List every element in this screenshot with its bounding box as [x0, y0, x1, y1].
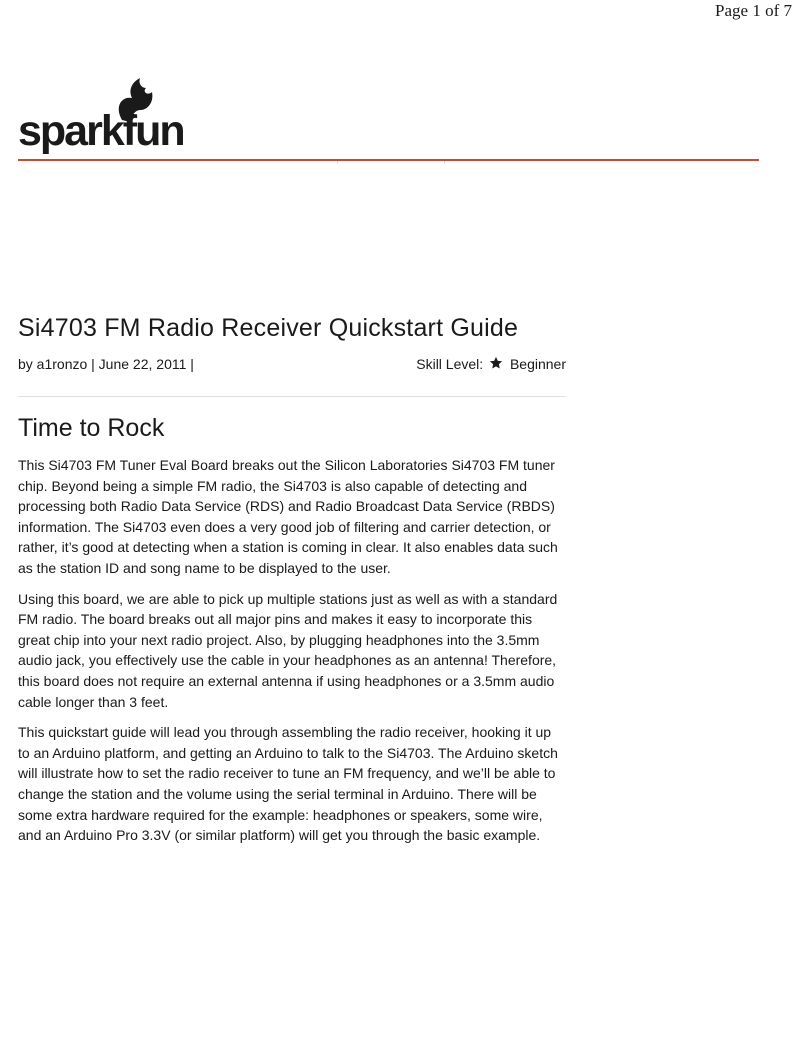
- page-title: Si4703 FM Radio Receiver Quickstart Guide: [18, 314, 519, 342]
- author-date: by a1ronzo | June 22, 2011 |: [18, 356, 194, 372]
- page-number: Page 1 of 7: [715, 1, 792, 20]
- divider: [18, 396, 566, 397]
- rule-tick: [337, 161, 338, 164]
- article-body: [18, 455, 566, 856]
- star-icon: [489, 356, 503, 370]
- paragraph: This quickstart guide will lead you through assembling the radio receiver, hooking it up to an Arduino platform, and getting an Arduino to talk to the Si4703. The Arduino sketch will illustrate how to set the radio receiver to tune an FM frequency, and we’ll be able to change the station and the volume using the serial terminal in Arduino. There will be some extra hardware required for the example: headphones or speakers, some wire, and an Arduino Pro 3.3V (or similar platform) will get you through the basic example.: [18, 724, 558, 844]
- sparkfun-logo[interactable]: [18, 76, 188, 158]
- rule-tick: [444, 161, 445, 164]
- header-rule: [18, 159, 759, 161]
- paragraph: Using this board, we are able to pick up multiple stations just as well as with a standard FM radio. The board breaks out all major pins and makes it easy to incorporate this great chip into your next radio project. Also, by plugging headphones into the 3.5mm audio jack, you effectively use the cable in your headphones as an antenna! Therefore, this board does not require an external antenna if using headphones or a 3.5mm audio cable longer than 3 feet.: [18, 590, 558, 710]
- section-heading: Time to Rock: [18, 414, 165, 442]
- paragraph: This Si4703 FM Tuner Eval Board breaks out the Silicon Laboratories Si4703 FM tuner chip. Beyond being a simple FM radio, the Si4703 is also capable of detecting and processing both Radio Data Service (RDS) and Radio Broadcast Data Service (RBDS) information. The Si4703 even does a very good job of filtering and carrier detection, or rather, it’s good at detecting when a station is coming in clear. It also enables data such as the station ID and song name to be displayed to the user.: [18, 457, 558, 576]
- skill-label: Skill Level:: [416, 356, 484, 372]
- logo-wordmark: sparkfun: [18, 107, 184, 155]
- skill-level: [416, 356, 566, 372]
- byline: [18, 356, 566, 376]
- skill-value: Beginner: [509, 356, 566, 372]
